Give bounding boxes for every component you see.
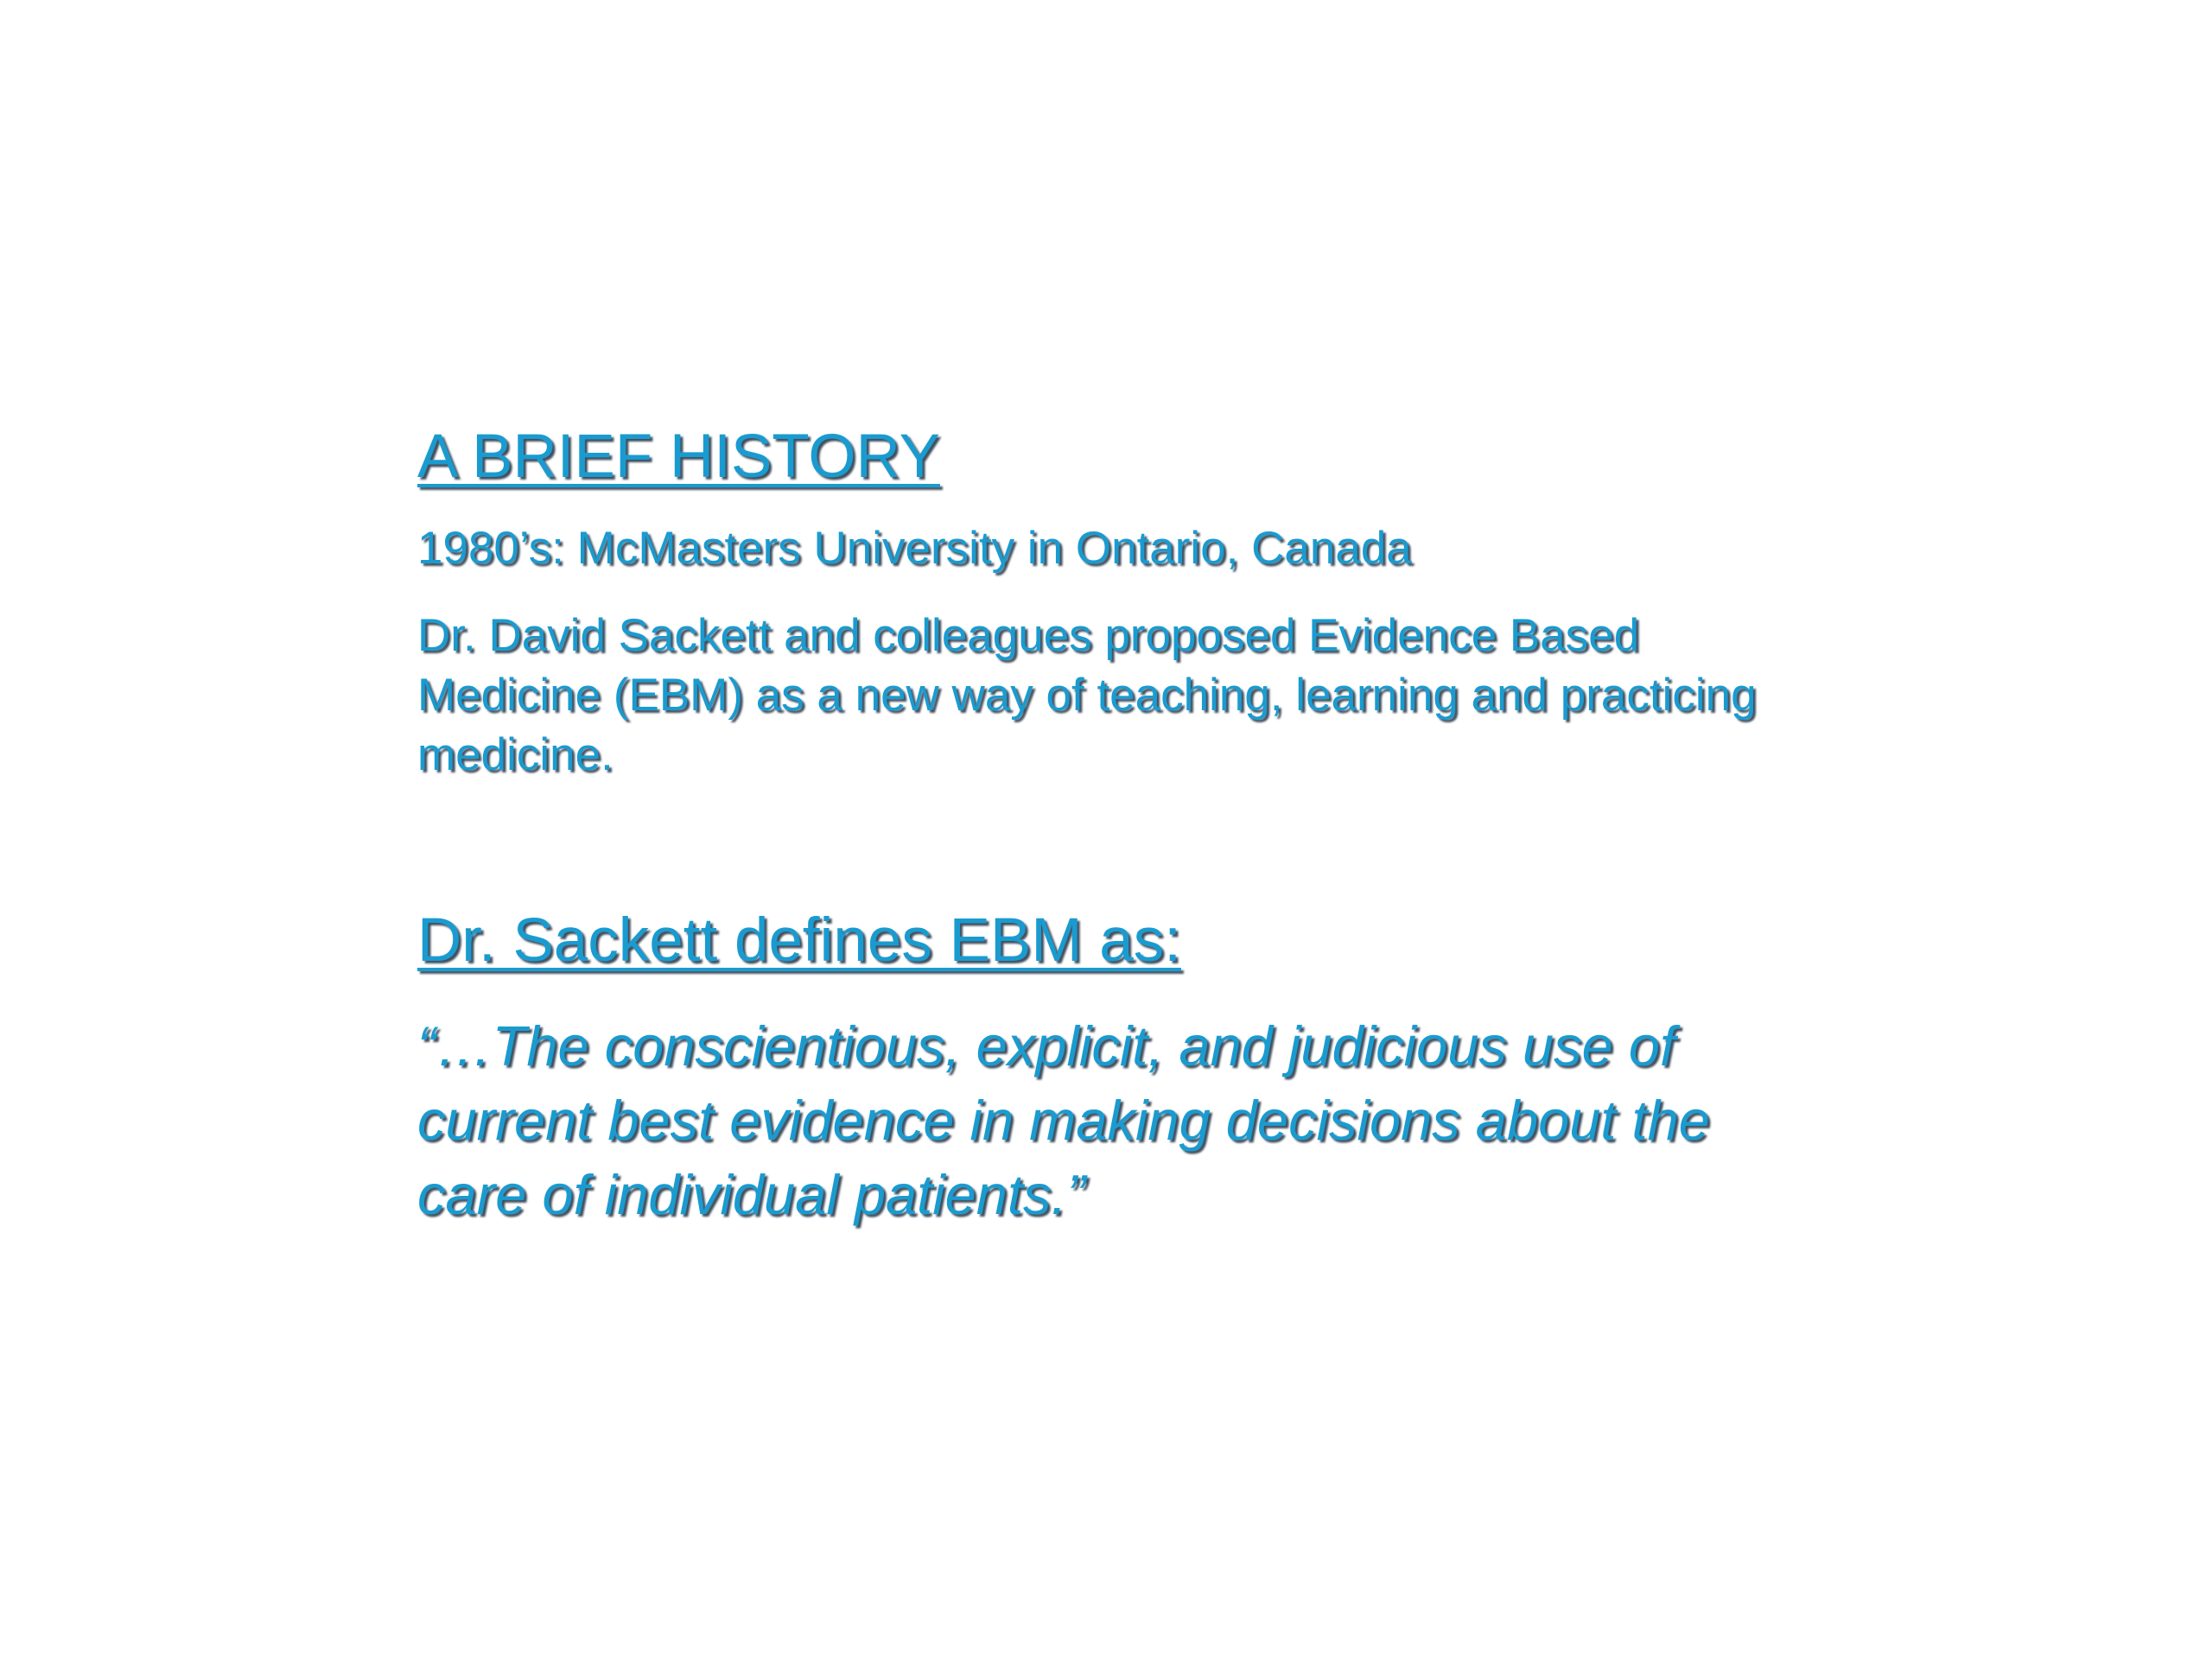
- ebm-definition-quote: “…The conscientious, explicit, and judicious use of current best evidence in making decisions about the care of individual patients.”: [417, 1014, 1710, 1226]
- sackett-paragraph: Dr. David Sackett and colleagues proposed Evidence Based Medicine (EBM) as a new way of teaching, learning and practicing medicine.: [417, 610, 1757, 780]
- brief-history-heading: A BRIEF HISTORY: [417, 423, 940, 491]
- slide-content: [417, 422, 1800, 1232]
- mcmasters-line: 1980’s: McMasters University in Ontario, Canada: [417, 523, 1412, 574]
- sackett-defines-heading: Dr. Sackett defines EBM as:: [417, 906, 1181, 975]
